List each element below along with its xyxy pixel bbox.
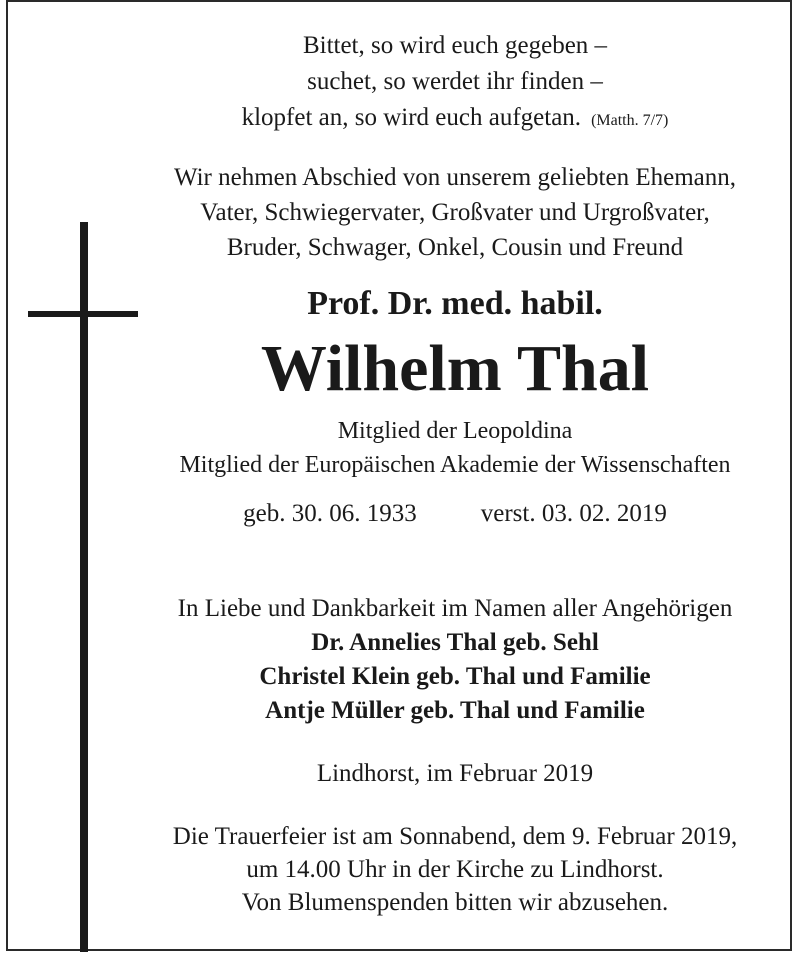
life-dates bbox=[140, 496, 770, 532]
service-line: Die Trauerfeier ist am Sonnabend, dem 9. Februar 2019, bbox=[172, 823, 738, 850]
family-member: Dr. Annelies Thal geb. Sehl bbox=[311, 629, 599, 656]
academic-title: Prof. Dr. med. habil. bbox=[307, 285, 603, 322]
intro-line: Vater, Schwiegervater, Großvater und Urgroßvater, bbox=[200, 199, 710, 226]
verse-line-text: klopfet an, so wird euch aufgetan. bbox=[241, 104, 582, 131]
funeral-service-info bbox=[140, 820, 770, 919]
bible-verse bbox=[140, 28, 770, 139]
death-date: verst. 03. 02. 2019 bbox=[480, 500, 667, 527]
intro-line: Bruder, Schwager, Onkel, Cousin und Freund bbox=[226, 234, 684, 261]
family-intro: In Liebe und Dankbarkeit im Namen aller Angehörigen bbox=[177, 595, 733, 622]
cross-icon bbox=[28, 222, 140, 952]
service-line: Von Blumenspenden bitten wir abzusehen. bbox=[241, 889, 669, 916]
family-member: Antje Müller geb. Thal und Familie bbox=[265, 697, 645, 724]
deceased-name: Wilhelm Thal bbox=[260, 332, 650, 405]
place-date: Lindhorst, im Februar 2019 bbox=[316, 760, 594, 787]
birth-date: geb. 30. 06. 1933 bbox=[243, 500, 417, 527]
family-signatures bbox=[140, 592, 770, 728]
membership-line: Mitglied der Europäischen Akademie der Wissenschaften bbox=[179, 452, 731, 478]
verse-line-last bbox=[140, 100, 770, 139]
verse-line: Bittet, so wird euch gegeben – bbox=[302, 32, 608, 59]
farewell-intro bbox=[140, 160, 770, 265]
memberships bbox=[140, 414, 770, 482]
verse-line: suchet, so werdet ihr finden – bbox=[307, 68, 603, 95]
verse-reference: (Matth. 7/7) bbox=[591, 112, 669, 129]
service-line: um 14.00 Uhr in der Kirche zu Lindhorst. bbox=[246, 856, 664, 883]
membership-line: Mitglied der Leopoldina bbox=[337, 418, 573, 444]
family-member: Christel Klein geb. Thal und Familie bbox=[259, 663, 651, 690]
intro-line: Wir nehmen Abschied von unserem geliebten Ehemann, bbox=[173, 164, 737, 191]
